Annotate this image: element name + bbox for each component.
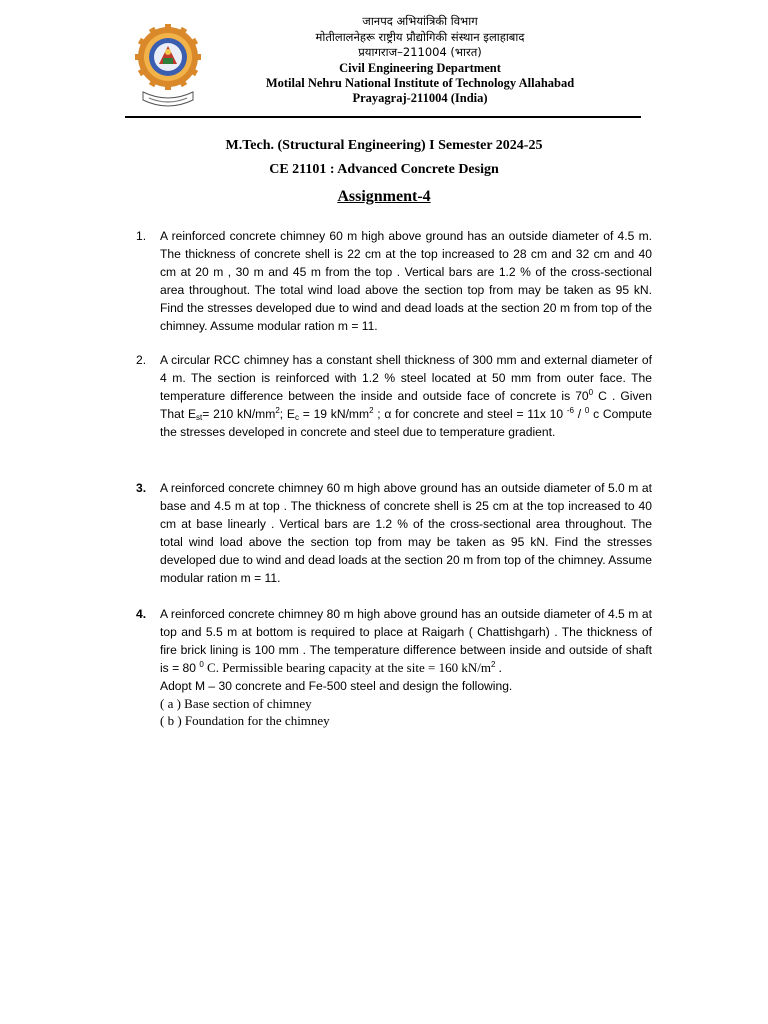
question-2 <box>136 351 652 441</box>
text-fragment: ; α for concrete and steel = 11x 10 <box>373 407 567 421</box>
text-fragment: = 19 kN/mm <box>298 407 370 421</box>
question-3 <box>136 479 652 587</box>
text-fragment: / <box>573 407 585 421</box>
text-fragment: c Compute the stresses developed in concrete and steel due to temperature gradient. <box>160 407 652 439</box>
subscript: c <box>294 413 299 422</box>
text-fragment: A circular RCC chimney has a constant shell thickness of 300 mm and external diameter of 4 m. The section is reinforced with 1.2 % steel located at 50 mm from outer face. The temperature difference between the inside and outside face of concrete is 70 <box>160 353 652 403</box>
text-fragment: C . Given That E <box>160 389 652 421</box>
institute-name: Motilal Nehru National Institute of Technology Allahabad <box>265 75 575 90</box>
question-4 <box>136 605 652 729</box>
superscript: 0 <box>199 660 204 669</box>
institute-city: Prayagraj-211004 (India) <box>352 90 488 105</box>
superscript: 2 <box>490 660 496 669</box>
superscript: 2 <box>275 406 280 415</box>
hindi-city-line: प्रयागराज–211004 (भारत) <box>358 45 482 59</box>
hindi-dept-line: जानपद अभियांत्रिकी विभाग <box>362 14 478 28</box>
question-number: 4. <box>136 607 147 621</box>
text-fragment: A reinforced concrete chimney 80 m high above ground has an outside diameter of 4.5 m at top and 5.5 m at bottom is required to place at Raigarh ( Chattishgarh) . The thickness of fire brick lining is 100 mm . The temperature difference between inside and outside of shaft is = 80 <box>160 607 652 675</box>
superscript: 0 <box>588 388 594 397</box>
text-fragment: = 210 kN/mm <box>202 407 276 421</box>
superscript: -6 <box>566 406 574 415</box>
institute-seal-icon <box>135 24 201 110</box>
text-fragment: C. Permissible bearing capacity at the site = 160 kN/m <box>203 660 491 675</box>
superscript: 2 <box>369 406 374 415</box>
question-text: A reinforced concrete chimney 60 m high above ground has an outside diameter of 4.5 m. The thickness of concrete shell is 22 cm at the top increased to 28 cm and 32 cm and 40 cm at 20 m , 30 m and 45 m from the top . Vertical bars are 1.2 % of the cross-sectional area throughout. The total wind load above the section top from may be taken as 95 kN. Find the stresses developed due to wind and dead loads at the section 20 m from top of the chimney. Assume modular ration m = 11. <box>160 229 652 333</box>
course-title: CE 21101 : Advanced Concrete Design <box>269 162 499 177</box>
institute-address-block <box>230 14 610 106</box>
text-fragment: . <box>495 660 502 675</box>
question-number: 2. <box>136 353 147 367</box>
question-1 <box>136 227 652 335</box>
question-text: A reinforced concrete chimney 60 m high above ground has an outside diameter of 5.0 m at base and 4.5 m at top . The thickness of concrete shell is 25 cm at the top increased to 40 cm at base linearly . Vertical bars are 1.2 % of the cross-sectional area throughout. The total wind load above the section top from may be taken as 95 kN. Find the stresses developed due to wind and dead loads at the section 20 m from top of the chimney. Assume modular ration m = 11. <box>160 481 652 585</box>
header-divider <box>125 116 641 118</box>
program-title: M.Tech. (Structural Engineering) I Semester 2024-25 <box>225 138 543 153</box>
question-number: 3. <box>136 481 147 495</box>
design-instruction: Adopt M – 30 concrete and Fe-500 steel and design the following. <box>160 679 513 693</box>
superscript: 0 <box>584 406 590 415</box>
text-fragment: ; E <box>279 407 295 421</box>
question-text <box>160 351 652 441</box>
question-number: 1. <box>136 229 147 243</box>
subscript: st <box>196 413 203 422</box>
department-name: Civil Engineering Department <box>339 60 501 75</box>
document-header <box>0 0 768 118</box>
sub-item-b: ( b ) Foundation for the chimney <box>160 713 330 728</box>
sub-item-a: ( a ) Base section of chimney <box>160 696 312 711</box>
assignment-title: Assignment-4 <box>337 188 431 205</box>
hindi-institute-line: मोतीलालनेहरू राष्ट्रीय प्रौद्योगिकी संस्थान इलाहाबाद <box>315 29 525 44</box>
question-text <box>160 605 652 729</box>
